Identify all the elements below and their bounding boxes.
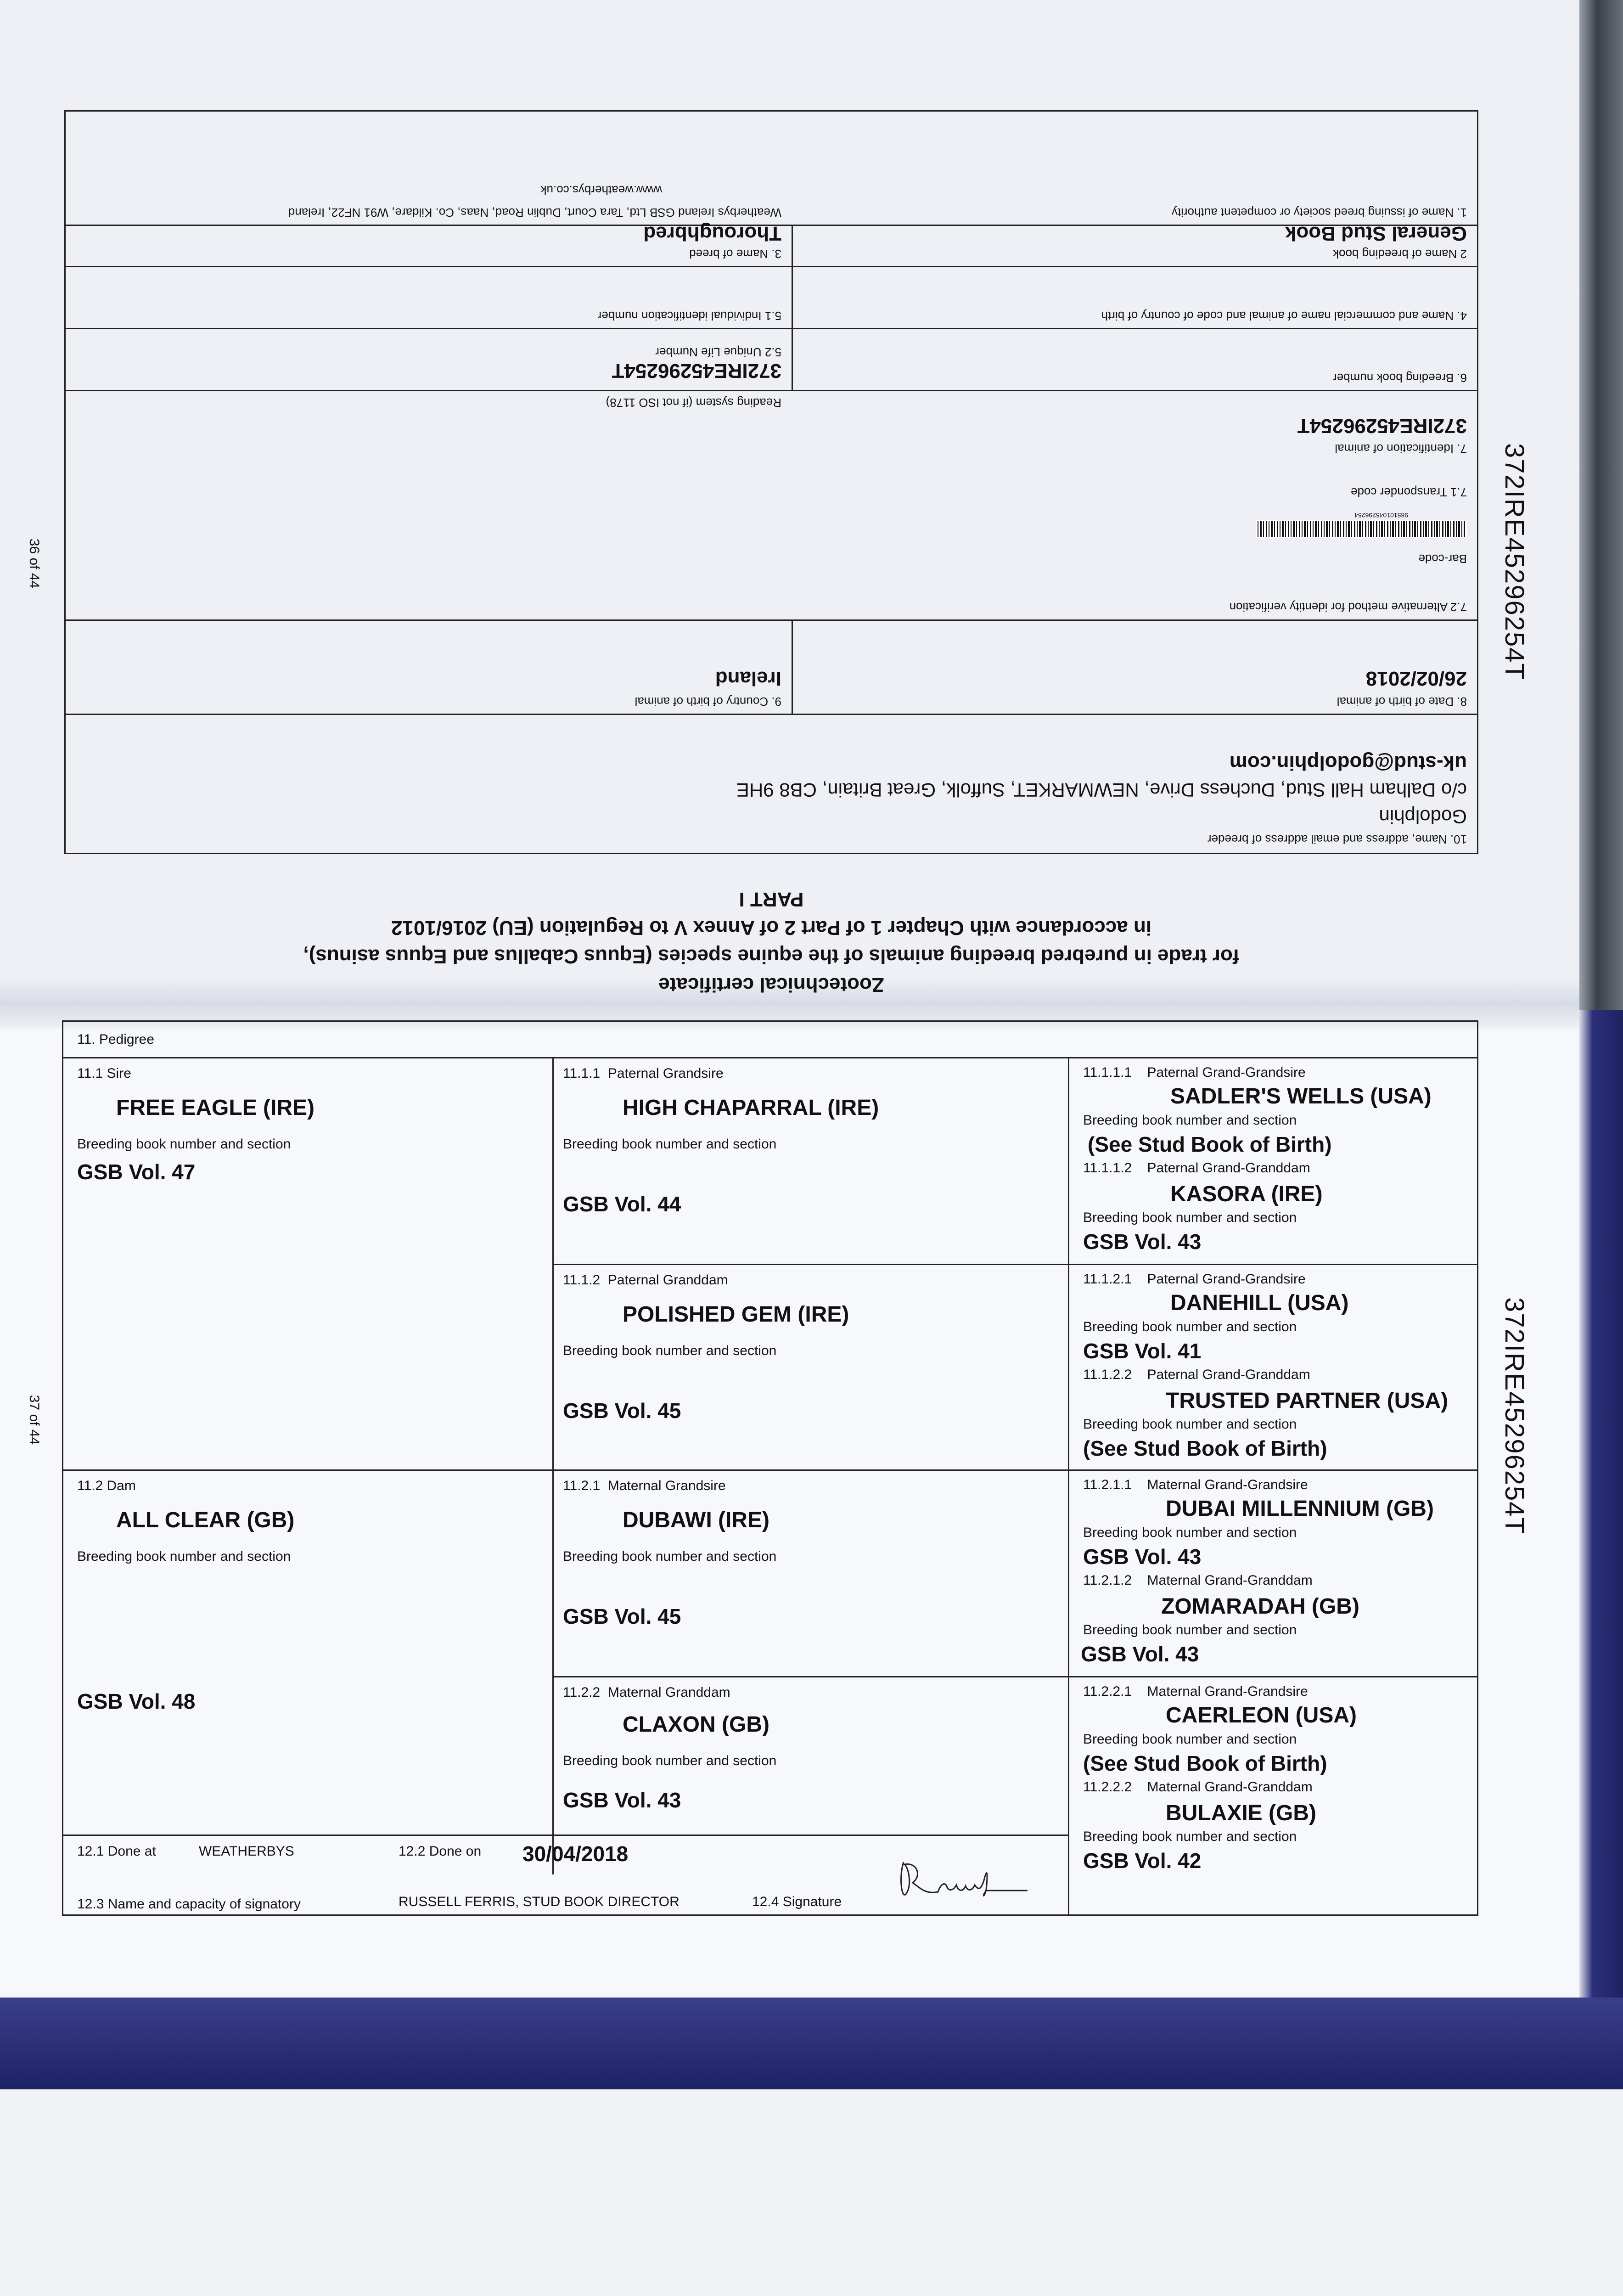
barcode-icon xyxy=(1256,520,1467,538)
field-10-breeder xyxy=(66,715,1477,853)
ggp8-name: BULAXIE (GB) xyxy=(1166,1801,1316,1825)
ggp8-code: 11.2.2.2 xyxy=(1083,1779,1132,1795)
mgs-name: DUBAWI (IRE) xyxy=(623,1508,769,1532)
pgs-bb-label: Breeding book number and section xyxy=(563,1137,777,1152)
mgd-role: Maternal Granddam xyxy=(607,1685,730,1700)
side-id-upper: 372IRE45296254T xyxy=(1499,443,1529,681)
pgd-gsb: GSB Vol. 45 xyxy=(563,1399,681,1423)
dam-gsb: GSB Vol. 48 xyxy=(77,1689,196,1713)
certificate-subtitle-1: for trade in purebred breeding animals of the equine species (Equus Caballus and Equus asinus), xyxy=(303,945,1240,968)
ggp8-gsb: GSB Vol. 42 xyxy=(1083,1849,1202,1873)
field-8-date-of-birth xyxy=(793,621,1477,715)
breeder-address: c/o Dalham Hall Stud, Duchess Drive, NEWMARKET, Suffolk, Great Britain, CB8 9HE xyxy=(736,779,1467,801)
ggp6-role: Maternal Grand-Granddam xyxy=(1147,1573,1313,1588)
done-on-label: 12.2 Done on xyxy=(399,1844,482,1859)
ggp2-name: KASORA (IRE) xyxy=(1170,1182,1323,1206)
ggp3-role: Paternal Grand-Grandsire xyxy=(1147,1272,1306,1287)
ggp4-code: 11.1.2.2 xyxy=(1083,1367,1132,1382)
mgs-gsb: GSB Vol. 45 xyxy=(563,1604,681,1628)
ggp1-code: 11.1.1.1 xyxy=(1083,1065,1132,1080)
mgd-code: 11.2.2 xyxy=(563,1685,601,1700)
sire-name: FREE EAGLE (IRE) xyxy=(116,1096,315,1120)
paternal-granddam-cell xyxy=(554,1265,1068,1469)
field-6-label: 6. Breeding book number xyxy=(1333,371,1467,385)
done-at-value: WEATHERBYS xyxy=(199,1844,294,1859)
field-51-label: 5.1 Individual identification number xyxy=(597,309,781,323)
field-7-reading-system xyxy=(66,391,792,621)
ggp3-name: DANEHILL (USA) xyxy=(1170,1291,1349,1315)
side-id-lower: 372IRE45296254T xyxy=(1499,1297,1529,1535)
ggp6-code: 11.2.1.2 xyxy=(1083,1573,1132,1588)
ggp2-bb-label: Breeding book number and section xyxy=(1083,1210,1297,1225)
dam-name: ALL CLEAR (GB) xyxy=(116,1508,295,1532)
field-9-country-of-birth xyxy=(66,621,792,715)
breeding-book-value: General Stud Book xyxy=(1285,222,1467,245)
ggp7-name: CAERLEON (USA) xyxy=(1166,1703,1357,1728)
paternal-grandsire-cell xyxy=(554,1058,1068,1264)
ggp3-gsb: GSB Vol. 41 xyxy=(1083,1339,1202,1363)
mgd-name: CLAXON (GB) xyxy=(623,1712,769,1737)
ggp1-bb-label: Breeding book number and section xyxy=(1083,1113,1297,1128)
signatory-label: 12.3 Name and capacity of signatory xyxy=(77,1896,301,1912)
ggp1-name: SADLER'S WELLS (USA) xyxy=(1170,1084,1432,1109)
ggp4-gsb: (See Stud Book of Birth) xyxy=(1083,1436,1327,1460)
field-52-unique-life-number xyxy=(66,329,792,391)
mgs-code: 11.2.1 xyxy=(563,1478,601,1493)
ggp4-role: Paternal Grand-Granddam xyxy=(1147,1367,1310,1382)
field-3-breed xyxy=(66,222,792,267)
ggp1-gsb: (See Stud Book of Birth) xyxy=(1088,1132,1332,1156)
certificate-subtitle-2: in accordance with Chapter 1 of Part 2 of Annex V to Regulation (EU) 2016/1012 xyxy=(391,917,1152,939)
sire-bb-label: Breeding book number and section xyxy=(77,1137,291,1152)
done-at-label: 12.1 Done at xyxy=(77,1844,156,1859)
country-of-birth-value: Ireland xyxy=(715,667,781,690)
page-number-lower: 37 of 44 xyxy=(27,1395,42,1445)
sire-code: 11.1 Sire xyxy=(77,1066,131,1081)
signature-label: 12.4 Signature xyxy=(752,1894,842,1909)
field-4-label: 4. Name and commercial name of animal and code of country of birth xyxy=(1101,309,1467,323)
field-72-label: 7.2 Alternative method for identity verification xyxy=(1229,600,1467,614)
ggp2-role: Paternal Grand-Granddam xyxy=(1147,1160,1310,1176)
field-8-label: 8. Date of birth of animal xyxy=(1337,695,1467,709)
pedigree-table xyxy=(62,1020,1478,1916)
mgd-gsb: GSB Vol. 43 xyxy=(563,1788,681,1812)
pgs-gsb: GSB Vol. 44 xyxy=(563,1192,681,1216)
book-cover-bottom xyxy=(0,1998,1623,2089)
dam-bb-label: Breeding book number and section xyxy=(77,1549,291,1564)
field-3-label: 3. Name of breed xyxy=(689,247,781,261)
field-6-breeding-book-number xyxy=(793,329,1477,391)
ggp7-bb-label: Breeding book number and section xyxy=(1083,1732,1297,1747)
identification-value: 372IRE45296254T xyxy=(1297,415,1467,437)
breeder-email: uk-stud@godolphin.com xyxy=(1229,752,1467,774)
ggp2-gsb: GSB Vol. 43 xyxy=(1083,1230,1202,1254)
scan-background xyxy=(0,2089,1623,2296)
authority-website: www.weatherbys.co.uk xyxy=(540,183,662,197)
field-7-identification xyxy=(793,391,1477,621)
ggp7-code: 11.2.2.1 xyxy=(1083,1684,1132,1699)
ggp-cell-3 xyxy=(1069,1471,1477,1676)
field-10-label: 10. Name, address and email address of breeder xyxy=(1207,833,1467,846)
ggp5-name: DUBAI MILLENNIUM (GB) xyxy=(1166,1497,1434,1521)
part-heading: PART I xyxy=(739,888,804,911)
book-cover-edge-lower xyxy=(1579,1010,1623,2089)
page-number-upper: 36 of 44 xyxy=(27,538,42,589)
ggp4-bb-label: Breeding book number and section xyxy=(1083,1417,1297,1432)
field-4-animal-name xyxy=(793,267,1477,329)
ggp7-role: Maternal Grand-Grandsire xyxy=(1147,1684,1308,1699)
pgs-name: HIGH CHAPARRAL (IRE) xyxy=(623,1096,879,1120)
ggp8-bb-label: Breeding book number and section xyxy=(1083,1829,1297,1844)
mgd-bb-label: Breeding book number and section xyxy=(563,1753,777,1768)
mgs-bb-label: Breeding book number and section xyxy=(563,1549,777,1564)
breeder-name: Godolphin xyxy=(1379,806,1467,827)
field-1-issuing-authority xyxy=(793,111,1477,226)
sire-cell xyxy=(63,1058,552,1469)
field-1-label: 1. Name of issuing breed society or competent authority xyxy=(1171,206,1467,219)
field-7-label: 7. Identification of animal xyxy=(1335,442,1467,456)
dam-cell xyxy=(63,1471,552,1835)
breed-value: Thoroughbred xyxy=(643,222,781,245)
field-2-label: 2 Name of breeding book xyxy=(1333,247,1467,261)
pgs-role: Paternal Grandsire xyxy=(607,1066,724,1081)
signatory-value: RUSSELL FERRIS, STUD BOOK DIRECTOR xyxy=(399,1894,680,1909)
field-9-label: 9. Country of birth of animal xyxy=(635,695,781,709)
signature-image xyxy=(894,1848,1032,1913)
ggp8-role: Maternal Grand-Granddam xyxy=(1147,1779,1313,1795)
field-52-label: 5.2 Unique Life Number xyxy=(655,345,781,359)
done-on-value: 30/04/2018 xyxy=(522,1842,629,1866)
pgd-code: 11.1.2 xyxy=(563,1272,601,1288)
maternal-granddam-cell xyxy=(554,1677,1068,1835)
ggp-cell-4 xyxy=(1069,1677,1477,1914)
ggp5-role: Maternal Grand-Grandsire xyxy=(1147,1477,1308,1492)
certificate-title: Zootechnical certificate xyxy=(658,974,884,996)
field-71-label: 7.1 Transponder code xyxy=(1351,485,1467,499)
ggp3-bb-label: Breeding book number and section xyxy=(1083,1319,1297,1334)
mgs-role: Maternal Grandsire xyxy=(607,1478,726,1493)
sire-gsb: GSB Vol. 47 xyxy=(77,1160,196,1184)
date-of-birth-value: 26/02/2018 xyxy=(1365,667,1467,690)
authority-address: Weatherbys Ireland GSB Ltd, Tara Court, Dublin Road, Naas, Co. Kildare, W91 NF22, Ireland xyxy=(288,206,781,219)
unique-life-number-value: 372IRE45296254T xyxy=(612,360,781,382)
ggp6-gsb: GSB Vol. 43 xyxy=(1081,1642,1199,1666)
field-51-identification-number xyxy=(66,267,792,329)
ggp4-name: TRUSTED PARTNER (USA) xyxy=(1166,1389,1449,1413)
field-2-breeding-book xyxy=(793,222,1477,267)
field-1-authority-value xyxy=(66,111,792,226)
dam-code: 11.2 Dam xyxy=(77,1478,136,1493)
pgd-bb-label: Breeding book number and section xyxy=(563,1343,777,1358)
certificate-header xyxy=(64,856,1478,999)
ggp2-code: 11.1.1.2 xyxy=(1083,1160,1132,1176)
ggp3-code: 11.1.2.1 xyxy=(1083,1272,1132,1287)
pgd-name: POLISHED GEM (IRE) xyxy=(623,1302,849,1327)
part1-table xyxy=(64,110,1478,854)
maternal-grandsire-cell xyxy=(554,1471,1068,1676)
ggp5-code: 11.2.1.1 xyxy=(1083,1477,1132,1492)
part1-section xyxy=(64,110,1478,854)
barcode-label: Bar-code xyxy=(1418,552,1467,566)
barcode-text: 985101045296254 xyxy=(1354,512,1408,519)
pgs-code: 11.1.1 xyxy=(563,1066,601,1081)
ggp5-bb-label: Breeding book number and section xyxy=(1083,1525,1297,1540)
ggp-cell-1 xyxy=(1069,1058,1477,1264)
ggp6-name: ZOMARADAH (GB) xyxy=(1161,1594,1359,1619)
ggp-cell-2 xyxy=(1069,1265,1477,1469)
ggp1-role: Paternal Grand-Grandsire xyxy=(1147,1065,1306,1080)
ggp6-bb-label: Breeding book number and section xyxy=(1083,1622,1297,1638)
pgd-role: Paternal Granddam xyxy=(607,1272,728,1288)
ggp7-gsb: (See Stud Book of Birth) xyxy=(1083,1751,1327,1775)
ggp5-gsb: GSB Vol. 43 xyxy=(1083,1545,1202,1569)
pedigree-title: 11. Pedigree xyxy=(77,1032,154,1047)
reading-system-label: Reading system (if not ISO 1178) xyxy=(606,396,781,410)
book-cover-edge xyxy=(1579,0,1623,1010)
